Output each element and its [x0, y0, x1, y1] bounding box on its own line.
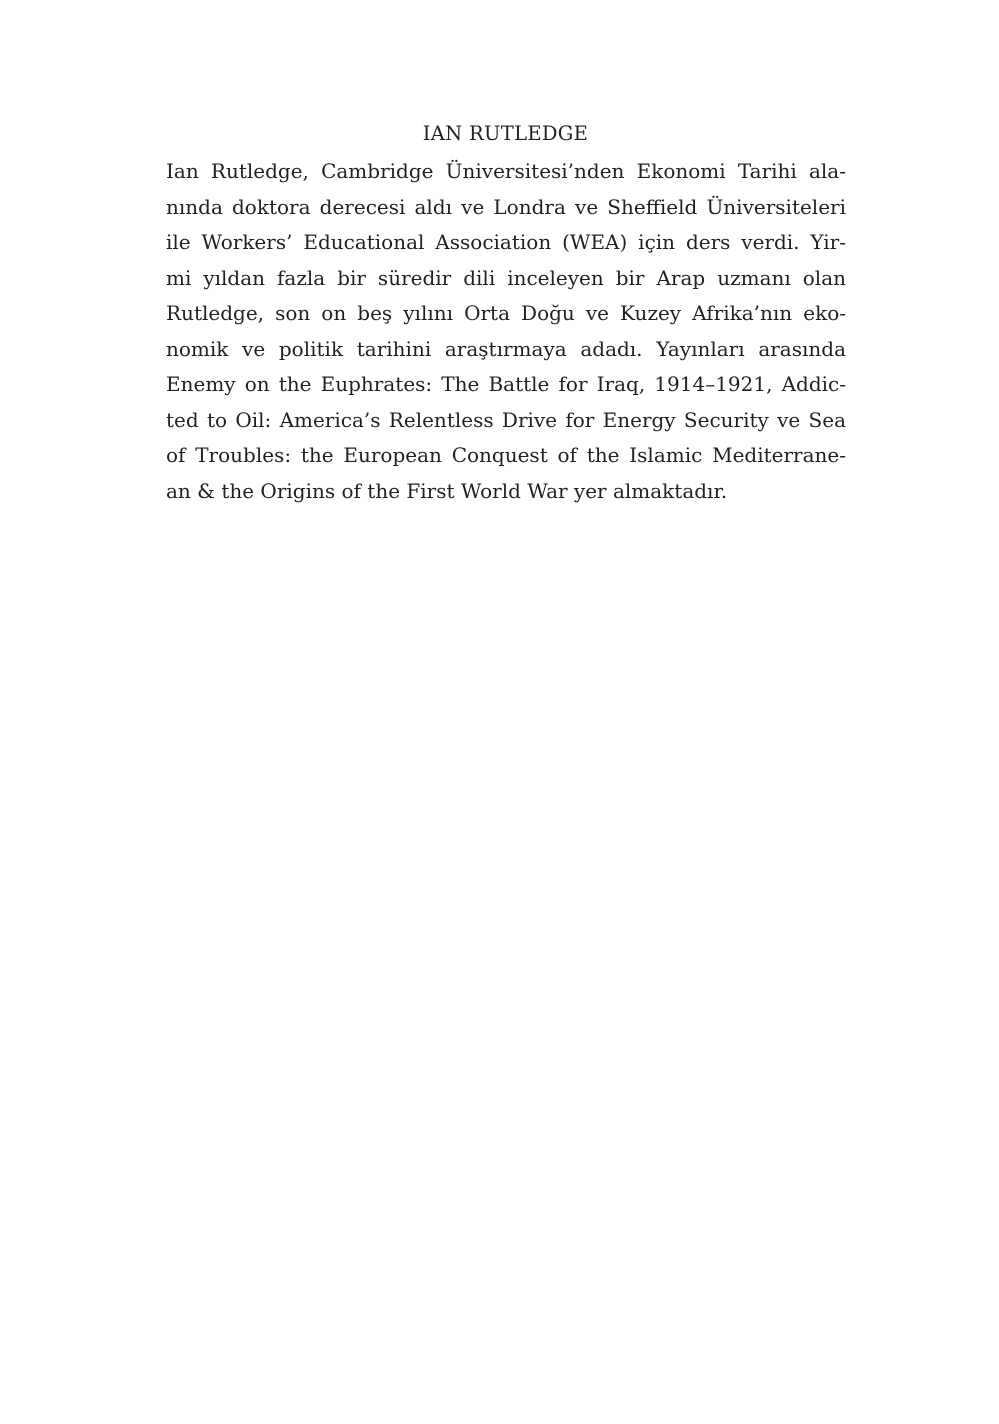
bio-line: ile Workers’ Educational Association (WEA) için ders verdi. Yir-: [166, 230, 846, 254]
bio-line: of Troubles: the European Conquest of the Islamic Mediterrane-: [166, 443, 846, 467]
bio-line: Enemy on the Euphrates: The Battle for Iraq, 1914–1921, Addic-: [166, 372, 846, 396]
bio-line: Ian Rutledge, Cambridge Üniversitesi’nden Ekonomi Tarihi ala-: [166, 159, 846, 183]
bio-line: nında doktora derecesi aldı ve Londra ve Sheffield Üniversiteleri: [166, 194, 846, 219]
bio-line: Rutledge, son on beş yılını Orta Doğu ve Kuzey Afrika’nın eko-: [166, 301, 846, 325]
bio-line: an & the Origins of the First World War yer almaktadır.: [166, 478, 728, 503]
author-biography: [166, 154, 846, 509]
bio-line: ted to Oil: America’s Relentless Drive for Energy Security ve Sea: [166, 407, 846, 432]
bio-line: mi yıldan fazla bir süredir dili inceleyen bir Arap uzmanı olan: [166, 265, 846, 290]
author-heading: IAN RUTLEDGE: [422, 122, 589, 145]
bio-line: nomik ve politik tarihini araştırmaya adadı. Yayınları arasında: [166, 336, 846, 361]
